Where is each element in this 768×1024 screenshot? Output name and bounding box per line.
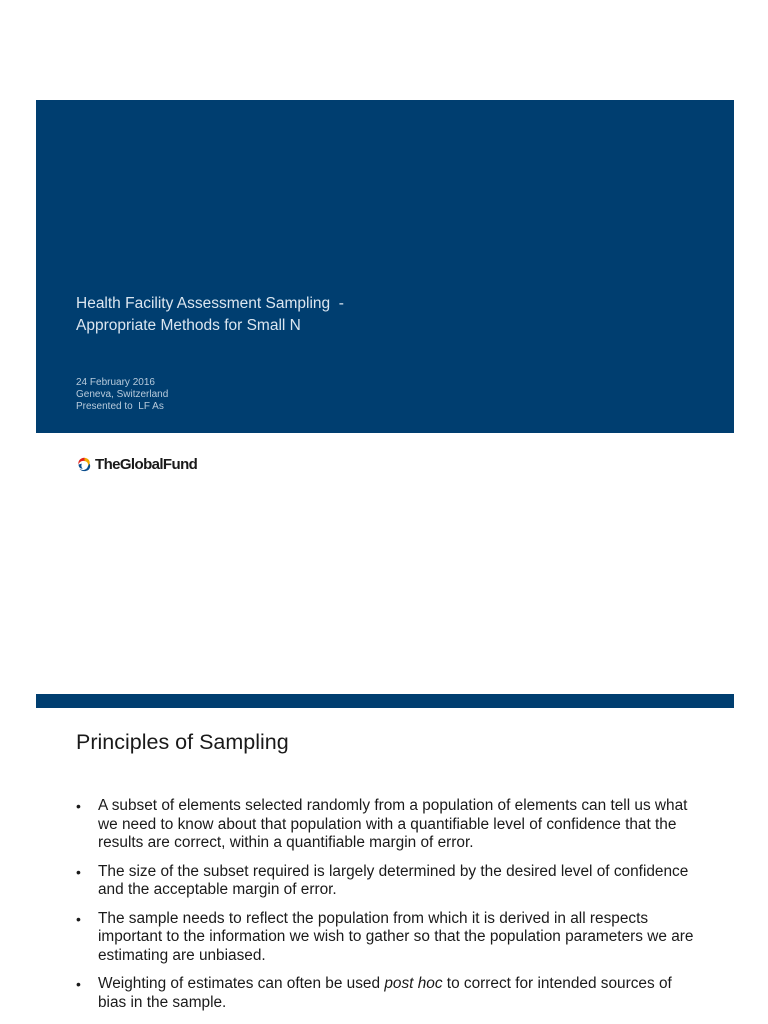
title-line-1: Health Facility Assessment Sampling -: [76, 295, 344, 312]
bullet-text-before: Weighting of estimates can often be used: [98, 975, 385, 992]
bullet-text: The sample needs to reflect the population from which it is derived in all respects important to the information we wish to gather so that the population parameters we are estimating are unbiased.: [98, 909, 694, 964]
global-fund-logo: [76, 453, 197, 475]
title-slide: [36, 100, 734, 433]
bullet-item: [76, 797, 696, 853]
presentation-date: 24 February 2016: [76, 377, 155, 388]
presentation-title: [76, 293, 636, 337]
slide2-title: Principles of Sampling: [76, 730, 289, 754]
global-fund-swirl-icon: [76, 456, 93, 473]
presentation-location: Geneva, Switzerland: [76, 389, 169, 400]
slide2-header-bar: [36, 694, 734, 708]
bullet-text: The size of the subset required is largely determined by the desired level of confidence and the acceptable margin of error.: [98, 862, 689, 898]
bullet-dot: •: [76, 910, 81, 927]
bullet-text-italic: post hoc: [384, 975, 443, 992]
logo-wordmark: TheGlobalFund: [95, 455, 198, 473]
bullet-dot: •: [76, 863, 81, 880]
bullet-list: [76, 797, 696, 1022]
bullet-dot: •: [76, 798, 81, 814]
bullet-text-after: to correct for intended sources of bias in the sample.: [98, 975, 672, 1011]
bullet-dot: •: [76, 976, 81, 992]
bullet-item: [76, 863, 696, 900]
title-line-2: Appropriate Methods for Small N: [76, 317, 301, 334]
bullet-item: [76, 975, 696, 1012]
bullet-item: [76, 910, 696, 966]
presentation-audience: Presented to LF As: [76, 401, 164, 412]
bullet-text: A subset of elements selected randomly from a population of elements can tell us what we need to know about that population with a quantifiable level of confidence that the results are correct, within a quantifiable margin of error.: [98, 797, 688, 851]
presentation-meta: [76, 377, 168, 413]
